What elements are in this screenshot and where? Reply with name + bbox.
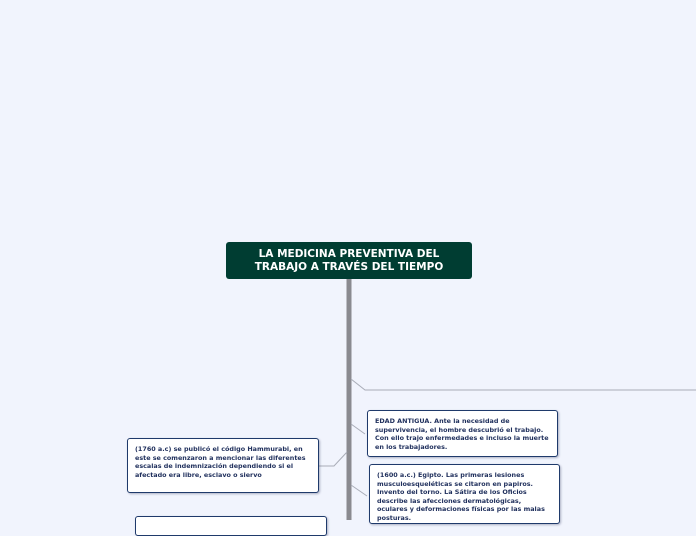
branch-connector-egipto [351, 485, 367, 496]
central-topic-line-2: TRABAJO A TRAVÉS DEL TIEMPO [254, 260, 444, 273]
topic-node-egipto-1600-ac[interactable] [369, 464, 560, 524]
topic-node-edad-antigua[interactable] [367, 410, 558, 457]
branch-connector-hammurabi [319, 452, 347, 466]
topic-node-partial[interactable] [135, 516, 327, 536]
branch-connector-right-top [351, 379, 696, 390]
central-topic[interactable] [226, 242, 472, 279]
branch-connector-edad-antigua [351, 424, 365, 434]
topic-node-text: EDAD ANTIGUA. Ante la necesidad de supervivencia, el hombre descubrió el trabajo. Con ello trajo enfermedades e incluso la muerte en los trabajadores. [375, 417, 549, 451]
topic-node-text: (1600 a.c.) Egipto. Las primeras lesiones musculoesqueléticas se citaron en papiros. Invento del torno. La Sátira de los Oficios describe las afecciones dermatológicas, oculares y deformaciones físicas por las malas posturas. [377, 471, 545, 522]
topic-node-text: (1760 a.c) se publicó el código Hammurabi, en este se comenzaron a mencionar las diferentes escalas de indemnización dependiendo si el afectado era libre, esclavo o siervo [135, 445, 306, 479]
topic-node-hammurabi-1760-ac[interactable] [127, 438, 319, 493]
central-topic-line-1: LA MEDICINA PREVENTIVA DEL [258, 247, 440, 260]
